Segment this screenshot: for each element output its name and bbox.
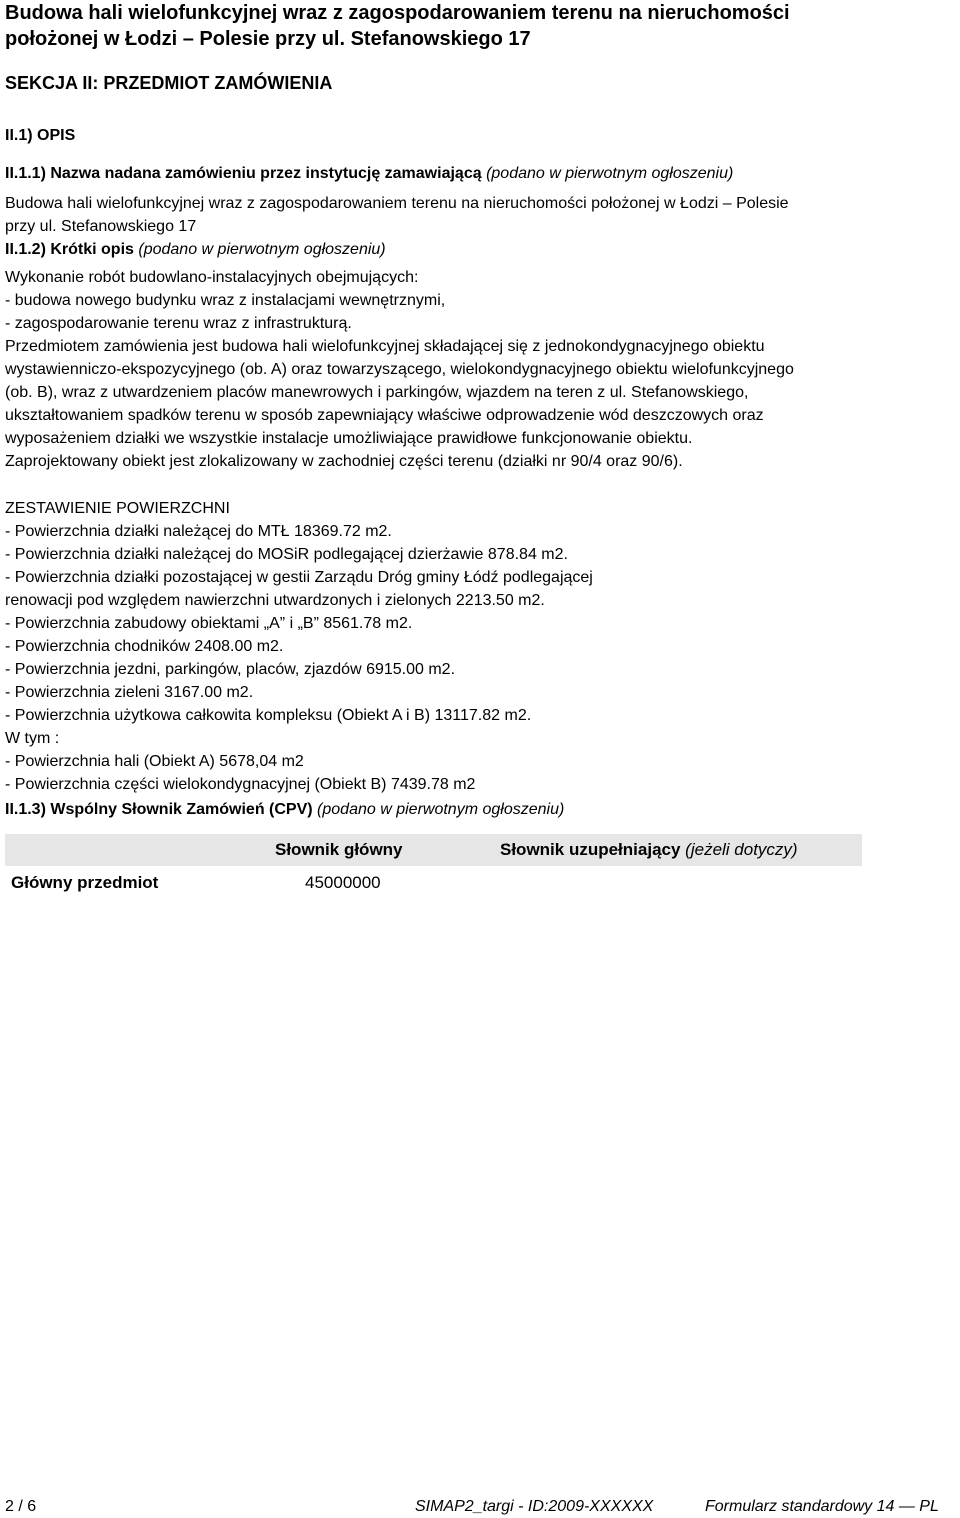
heading-ii-1-2 xyxy=(5,240,953,260)
area-line: W tym : xyxy=(5,730,60,747)
area-line: - Powierzchnia hali (Obiekt A) 5678,04 m2 xyxy=(5,753,304,770)
cpv-header-extra-note: (jeżeli dotyczy) xyxy=(685,840,798,859)
heading-ii-1-3-note: (podano w pierwotnym ogłoszeniu) xyxy=(317,801,565,818)
heading-ii-1-1-main: II.1.1) Nazwa nadana zamówieniu przez instytucję zamawiającą xyxy=(5,165,482,182)
section-heading: SEKCJA II: PRZEDMIOT ZAMÓWIENIA xyxy=(5,73,333,93)
heading-ii-1-3 xyxy=(5,800,953,820)
area-line: - Powierzchnia działki należącej do MOSiR podlegającej dzierżawie 878.84 m2. xyxy=(5,546,568,563)
cpv-header-main: Słownik główny xyxy=(275,834,500,866)
area-line: - Powierzchnia zieleni 3167.00 m2. xyxy=(5,684,254,701)
description-line: Zaprojektowany obiekt jest zlokalizowany w zachodniej części terenu (działki nr 90/4 oraz 90/6). xyxy=(5,453,683,470)
area-line: renowacji pod względem nawierzchni utwardzonych i zielonych 2213.50 m2. xyxy=(5,592,545,609)
contract-name-line-2: przy ul. Stefanowskiego 17 xyxy=(5,218,197,235)
document-title-line-2: położonej w Łodzi – Polesie przy ul. Stefanowskiego 17 xyxy=(5,28,531,50)
area-line: - Powierzchnia działki należącej do MTŁ 18369.72 m2. xyxy=(5,523,392,540)
description-line: ukształtowaniem spadków terenu w sposób zapewniający właściwe odprowadzenie wód deszczowych oraz xyxy=(5,407,764,424)
heading-ii-1-3-main: II.1.3) Wspólny Słownik Zamówień (CPV) xyxy=(5,801,313,818)
area-line: - Powierzchnia części wielokondygnacyjnej (Obiekt B) 7439.78 m2 xyxy=(5,776,476,793)
heading-ii-1-1-note: (podano w pierwotnym ogłoszeniu) xyxy=(486,165,734,182)
heading-ii-1-1 xyxy=(5,164,953,184)
description-block xyxy=(5,266,953,473)
description-line: - budowa nowego budynku wraz z instalacjami wewnętrznymi, xyxy=(5,292,446,309)
form-name: Formularz standardowy 14 — PL xyxy=(705,1498,939,1515)
cpv-row-value: 45000000 xyxy=(305,873,381,892)
document-title xyxy=(5,0,953,52)
cpv-header-extra xyxy=(500,834,862,866)
area-line: - Powierzchnia działki pozostającej w gestii Zarządu Dróg gminy Łódź podlegającej xyxy=(5,569,593,586)
page-number: 2 / 6 xyxy=(5,1498,37,1515)
area-summary-heading: ZESTAWIENIE POWIERZCHNI xyxy=(5,500,230,517)
opis-heading: II.1) OPIS xyxy=(5,127,76,144)
document-title-line-1: Budowa hali wielofunkcyjnej wraz z zagospodarowaniem terenu na nieruchomości xyxy=(5,2,790,24)
document-id: SIMAP2_targi - ID:2009-XXXXXX xyxy=(415,1498,654,1515)
description-line: Przedmiotem zamówienia jest budowa hali wielofunkcyjnej składającej się z jednokondygnacyjnego obiektu xyxy=(5,338,765,355)
description-line: (ob. B), wraz z utwardzeniem placów manewrowych i parkingów, wjazdem na teren z ul. Stefanowskiego, xyxy=(5,384,749,401)
area-line: - Powierzchnia użytkowa całkowita kompleksu (Obiekt A i B) 13117.82 m2. xyxy=(5,707,532,724)
description-line: wyposażeniem działki we wszystkie instalacje umożliwiające prawidłowe funkcjonowanie obiektu. xyxy=(5,430,693,447)
contract-name-line-1: Budowa hali wielofunkcyjnej wraz z zagospodarowaniem terenu na nieruchomości położonej w Łodzi – Polesie xyxy=(5,195,789,212)
cpv-row-label: Główny przedmiot xyxy=(11,873,159,892)
description-line: Wykonanie robót budowlano-instalacyjnych obejmujących: xyxy=(5,269,419,286)
cpv-row-extra xyxy=(500,866,862,900)
cpv-table-row xyxy=(5,866,862,900)
cpv-header-extra-main: Słownik uzupełniający xyxy=(500,840,681,859)
description-line: - zagospodarowanie terenu wraz z infrastrukturą. xyxy=(5,315,352,332)
cpv-table xyxy=(5,834,862,900)
heading-ii-1-2-note: (podano w pierwotnym ogłoszeniu) xyxy=(138,241,386,258)
area-line: - Powierzchnia jezdni, parkingów, placów, zjazdów 6915.00 m2. xyxy=(5,661,456,678)
document-body xyxy=(5,0,953,900)
area-line: - Powierzchnia chodników 2408.00 m2. xyxy=(5,638,284,655)
description-line: wystawienniczo-ekspozycyjnego (ob. A) oraz towarzyszącego, wielokondygnacyjnego obiektu wielofunkcyjnego xyxy=(5,361,794,378)
cpv-table-header-row xyxy=(5,834,862,866)
heading-ii-1-2-main: II.1.2) Krótki opis xyxy=(5,241,134,258)
cpv-header-empty xyxy=(5,834,275,866)
area-summary-block xyxy=(5,497,953,796)
area-line: - Powierzchnia zabudowy obiektami „A” i „B” 8561.78 m2. xyxy=(5,615,413,632)
